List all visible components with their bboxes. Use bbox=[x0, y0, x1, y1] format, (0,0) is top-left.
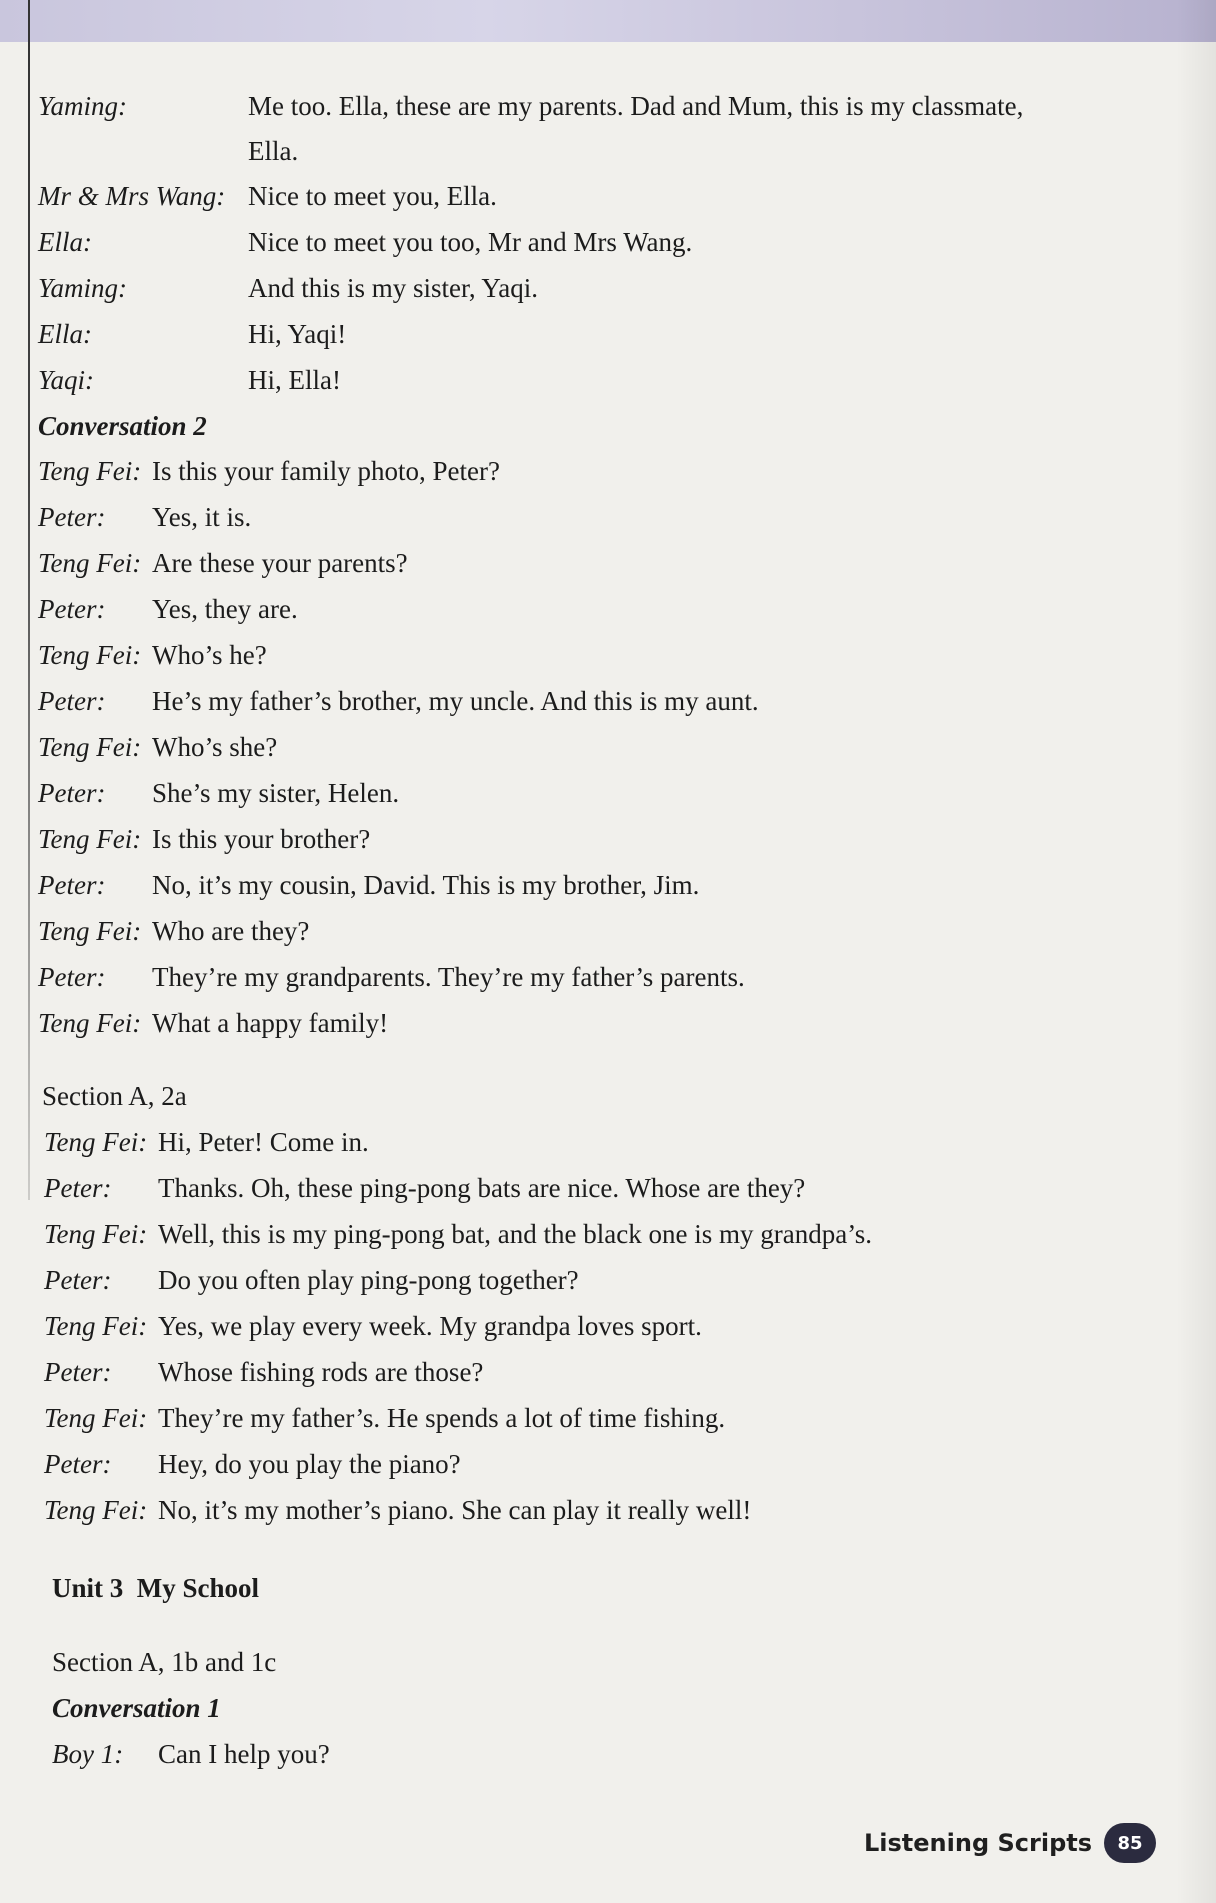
dialogue-text: Hey, do you play the piano? bbox=[158, 1449, 461, 1479]
dialogue-text: Nice to meet you, Ella. bbox=[248, 181, 497, 211]
page-footer bbox=[864, 1823, 1156, 1863]
speaker-label: Teng Fei: bbox=[38, 548, 142, 578]
dialogue-text: Me too. Ella, these are my parents. Dad and Mum, this is my classmate, bbox=[248, 91, 1024, 121]
dialogue-text: They’re my grandparents. They’re my father’s parents. bbox=[152, 962, 745, 992]
speaker-label: Teng Fei: bbox=[38, 824, 142, 854]
speaker-label: Peter: bbox=[44, 1449, 112, 1479]
dialogue-text: Thanks. Oh, these ping-pong bats are nice. Whose are they? bbox=[158, 1173, 806, 1203]
speaker-label: Teng Fei: bbox=[44, 1219, 148, 1249]
speaker-label: Teng Fei: bbox=[38, 640, 142, 670]
page-number-badge: 85 bbox=[1104, 1823, 1156, 1863]
speaker-label: Teng Fei: bbox=[38, 916, 142, 946]
speaker-label: Peter: bbox=[44, 1173, 112, 1203]
speaker-label: Peter: bbox=[44, 1357, 112, 1387]
speaker-label: Teng Fei: bbox=[38, 1008, 142, 1038]
dialogue-text: Is this your brother? bbox=[152, 824, 371, 854]
dialogue-text: Ella. bbox=[248, 136, 299, 166]
dialogue-text: Who’s she? bbox=[152, 732, 278, 762]
dialogue-text: Yes, we play every week. My grandpa loves sport. bbox=[158, 1311, 702, 1341]
dialogue-text: He’s my father’s brother, my uncle. And this is my aunt. bbox=[152, 686, 759, 716]
left-margin-rule bbox=[28, 0, 30, 1200]
dialogue-text: Well, this is my ping-pong bat, and the black one is my grandpa’s. bbox=[158, 1219, 872, 1249]
conversation-title: Conversation 1 bbox=[52, 1693, 221, 1723]
speaker-label: Teng Fei: bbox=[44, 1311, 148, 1341]
speaker-label: Ella: bbox=[38, 227, 92, 257]
unit-title: Unit 3 My School bbox=[52, 1573, 260, 1603]
speaker-label: Teng Fei: bbox=[44, 1495, 148, 1525]
speaker-label: Teng Fei: bbox=[44, 1127, 148, 1157]
dialogue-text: Yes, it is. bbox=[152, 502, 252, 532]
dialogue-text: Yes, they are. bbox=[152, 594, 298, 624]
speaker-label: Yaming: bbox=[38, 91, 128, 121]
section-title: Section A, 1b and 1c bbox=[52, 1647, 277, 1677]
dialogue-text: Hi, Peter! Come in. bbox=[158, 1127, 369, 1157]
dialogue-text: They’re my father’s. He spends a lot of time fishing. bbox=[158, 1403, 726, 1433]
speaker-label: Peter: bbox=[38, 594, 106, 624]
dialogue-text: No, it’s my mother’s piano. She can play it really well! bbox=[158, 1495, 752, 1525]
top-color-band bbox=[0, 0, 1216, 42]
section-title: Section A, 2a bbox=[42, 1081, 187, 1111]
dialogue-text: Nice to meet you too, Mr and Mrs Wang. bbox=[248, 227, 693, 257]
dialogue-text: Can I help you? bbox=[158, 1739, 330, 1769]
speaker-label: Boy 1: bbox=[52, 1739, 124, 1769]
speaker-label: Peter: bbox=[38, 502, 106, 532]
speaker-label: Yaqi: bbox=[38, 365, 95, 395]
speaker-label: Ella: bbox=[38, 319, 92, 349]
dialogue-text: Do you often play ping-pong together? bbox=[158, 1265, 579, 1295]
dialogue-text: Who are they? bbox=[152, 916, 310, 946]
dialogue-text: No, it’s my cousin, David. This is my brother, Jim. bbox=[152, 870, 700, 900]
dialogue-text: And this is my sister, Yaqi. bbox=[248, 273, 538, 303]
speaker-label: Peter: bbox=[38, 962, 106, 992]
speaker-label: Peter: bbox=[38, 778, 106, 808]
dialogue-text: Is this your family photo, Peter? bbox=[152, 456, 500, 486]
speaker-label: Peter: bbox=[44, 1265, 112, 1295]
dialogue-text: What a happy family! bbox=[152, 1008, 389, 1038]
speaker-label: Yaming: bbox=[38, 273, 128, 303]
speaker-label: Teng Fei: bbox=[38, 732, 142, 762]
speaker-label: Peter: bbox=[38, 870, 106, 900]
speaker-label: Teng Fei: bbox=[38, 456, 142, 486]
dialogue-text: Whose fishing rods are those? bbox=[158, 1357, 484, 1387]
speaker-label: Peter: bbox=[38, 686, 106, 716]
dialogue-text: She’s my sister, Helen. bbox=[152, 778, 400, 808]
dialogue-text: Who’s he? bbox=[152, 640, 267, 670]
dialogue-text: Hi, Ella! bbox=[248, 365, 341, 395]
dialogue-text: Are these your parents? bbox=[152, 548, 408, 578]
conversation-title: Conversation 2 bbox=[38, 411, 207, 441]
dialogue-text: Hi, Yaqi! bbox=[248, 319, 347, 349]
footer-section-label: Listening Scripts bbox=[864, 1829, 1092, 1857]
page-edge-shadow bbox=[1176, 0, 1216, 1903]
speaker-label: Teng Fei: bbox=[44, 1403, 148, 1433]
speaker-label: Mr & Mrs Wang: bbox=[38, 181, 226, 211]
